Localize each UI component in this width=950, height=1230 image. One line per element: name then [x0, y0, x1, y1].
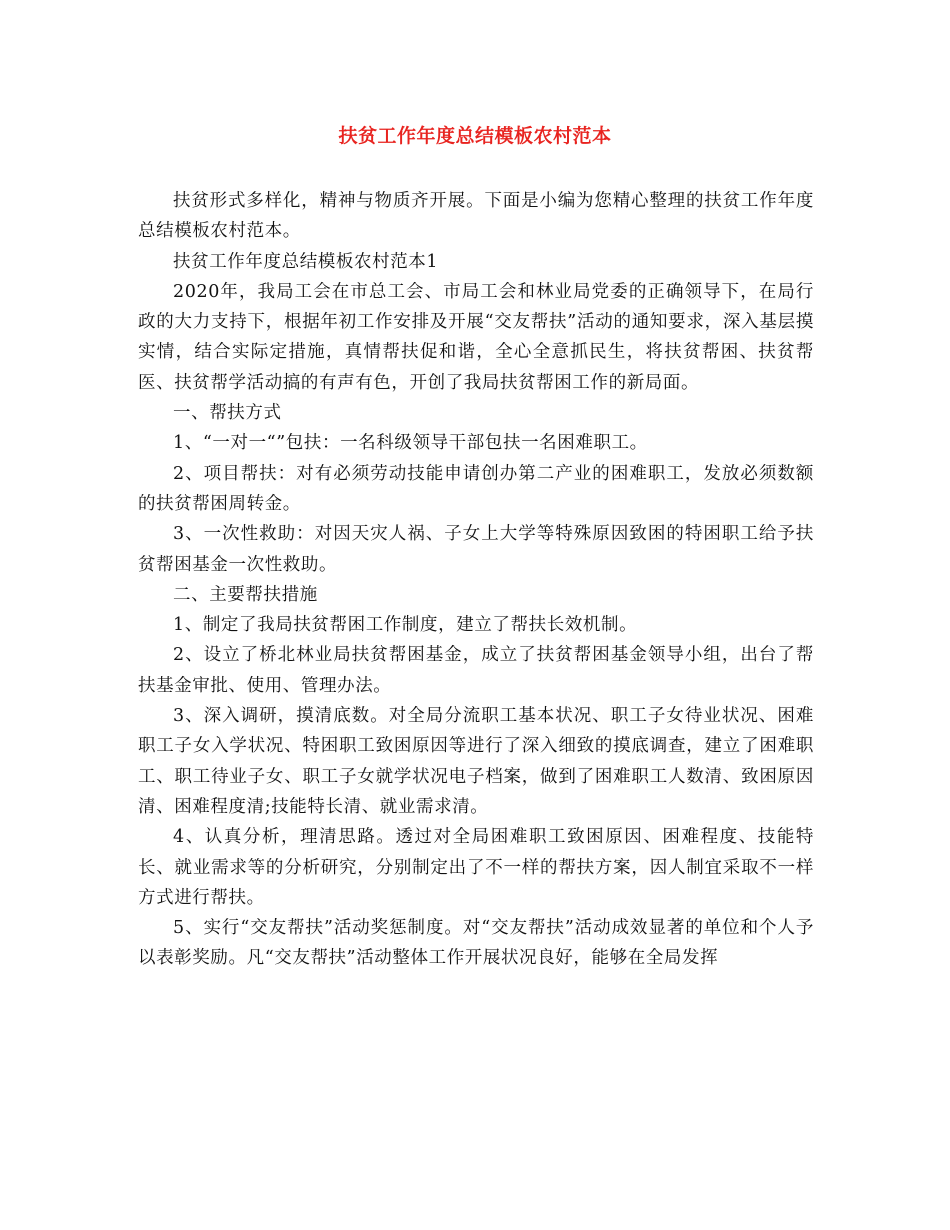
document-body	[138, 186, 814, 974]
paragraph-overview: 2020年，我局工会在市总工会、市局工会和林业局党委的正确领导下，在局行政的大力支持下，根据年初工作安排及开展“交友帮扶”活动的通知要求，深入基层摸实情，结合实际定措施，真情帮扶促和谐，全心全意抓民生，将扶贫帮困、扶贫帮医、扶贫帮学活动搞的有声有色，开创了我局扶贫帮困工作的新局面。	[138, 281, 814, 393]
paragraph-method-3: 3、一次性救助：对因天灾人祸、子女上大学等特殊原因致困的特困职工给予扶贫帮困基金一次性救助。	[138, 524, 814, 575]
section-heading-methods: 一、帮扶方式	[173, 403, 282, 424]
document-title: 扶贫工作年度总结模板农村范本	[338, 125, 612, 147]
paragraph-subtitle: 扶贫工作年度总结模板农村范本1	[173, 251, 439, 272]
section-heading-measures: 二、主要帮扶措施	[173, 584, 318, 605]
paragraph-intro: 扶贫形式多样化，精神与物质齐开展。下面是小编为您精心整理的扶贫工作年度总结模板农村范本。	[138, 191, 814, 242]
paragraph-measure-2: 2、设立了桥北林业局扶贫帮困基金，成立了扶贫帮困基金领导小组，出台了帮扶基金审批、使用、管理办法。	[138, 645, 814, 696]
paragraph-method-1: 1、“一对一“”包扶：一名科级领导干部包扶一名困难职工。	[173, 433, 648, 454]
paragraph-measure-3: 3、深入调研，摸清底数。对全局分流职工基本状况、职工子女待业状况、困难职工子女入学状况、特困职工致困原因等进行了深入细致的摸底调查，建立了困难职工、职工待业子女、职工子女就学状况电子档案，做到了困难职工人数清、致困原因清、困难程度清;技能特长清、就业需求清。	[138, 706, 814, 817]
paragraph-measure-4: 4、认真分析，理清思路。透过对全局困难职工致困原因、困难程度、技能特长、就业需求等的分析研究，分别制定出了不一样的帮扶方案，因人制宜采取不一样方式进行帮扶。	[138, 827, 814, 908]
paragraph-measure-1: 1、制定了我局扶贫帮困工作制度，建立了帮扶长效机制。	[173, 615, 638, 636]
paragraph-method-2: 2、项目帮扶：对有必须劳动技能申请创办第二产业的困难职工，发放必须数额的扶贫帮困周转金。	[138, 463, 814, 514]
paragraph-measure-5: 5、实行“交友帮扶”活动奖惩制度。对“交友帮扶”活动成效显著的单位和个人予以表彰奖励。凡“交友帮扶”活动整体工作开展状况良好，能够在全局发挥	[138, 918, 814, 969]
